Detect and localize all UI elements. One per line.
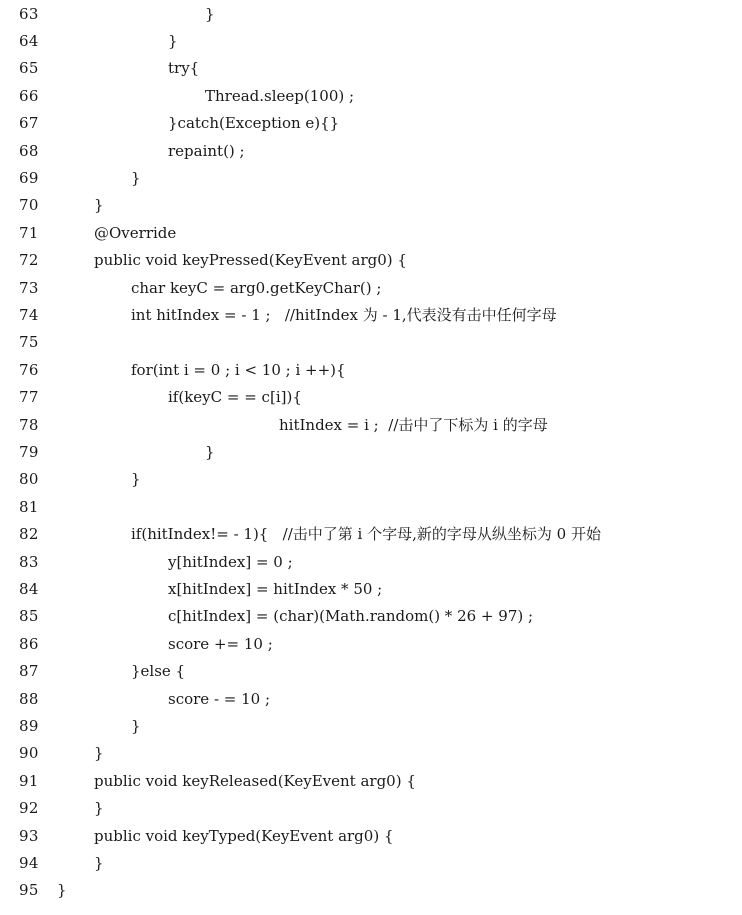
line-number: 66 xyxy=(19,86,39,105)
line-number: 74 xyxy=(19,305,39,324)
line-code: } xyxy=(131,470,141,489)
line-code: if(hitIndex!= - 1){ //击中了第 i 个字母,新的字母从纵坐标为 0 开始 xyxy=(131,525,601,544)
line-number: 95 xyxy=(19,881,39,900)
line-number: 64 xyxy=(19,31,39,50)
line-code: c[hitIndex] = (char)(Math.random() * 26 + 97) ; xyxy=(168,607,534,626)
line-number: 92 xyxy=(19,799,39,818)
line-code: char keyC = arg0.getKeyChar() ; xyxy=(131,278,382,297)
line-number: 65 xyxy=(19,59,39,78)
line-number: 67 xyxy=(19,114,39,133)
code-line xyxy=(0,439,742,466)
line-code: } xyxy=(94,744,104,763)
line-number: 71 xyxy=(19,223,39,242)
line-code: } xyxy=(131,716,141,735)
code-line xyxy=(0,686,742,713)
code-line xyxy=(0,329,742,356)
code-line xyxy=(0,28,742,55)
line-code: } xyxy=(57,881,67,900)
line-code: y[hitIndex] = 0 ; xyxy=(168,552,293,571)
code-line xyxy=(0,576,742,603)
line-number: 88 xyxy=(19,689,39,708)
line-code: hitIndex = i ; //击中了下标为 i 的字母 xyxy=(279,415,548,434)
code-line xyxy=(0,494,742,521)
line-number: 77 xyxy=(19,388,39,407)
code-line xyxy=(0,384,742,411)
line-number: 78 xyxy=(19,415,39,434)
line-number: 75 xyxy=(19,333,39,352)
line-code: x[hitIndex] = hitIndex * 50 ; xyxy=(168,579,383,598)
line-code: } xyxy=(94,799,104,818)
code-line xyxy=(0,275,742,302)
code-line xyxy=(0,466,742,493)
line-number: 91 xyxy=(19,771,39,790)
code-line xyxy=(0,658,742,685)
line-code: try{ xyxy=(168,59,200,78)
line-number: 63 xyxy=(19,4,39,23)
code-line xyxy=(0,850,742,877)
code-line xyxy=(0,247,742,274)
line-number: 87 xyxy=(19,662,39,681)
code-line xyxy=(0,110,742,137)
code-line xyxy=(0,740,742,767)
line-code: for(int i = 0 ; i < 10 ; i ++){ xyxy=(131,360,346,379)
line-number: 83 xyxy=(19,552,39,571)
line-number: 90 xyxy=(19,744,39,763)
code-line xyxy=(0,165,742,192)
line-number: 68 xyxy=(19,141,39,160)
line-code: int hitIndex = - 1 ; //hitIndex 为 - 1,代表没有击中任何字母 xyxy=(131,305,557,324)
code-line xyxy=(0,549,742,576)
line-number: 72 xyxy=(19,251,39,270)
line-code: }else { xyxy=(131,662,186,681)
code-line xyxy=(0,823,742,850)
line-code: public void keyTyped(KeyEvent arg0) { xyxy=(94,826,394,845)
line-code: Thread.sleep(100) ; xyxy=(205,86,355,105)
line-code: } xyxy=(131,168,141,187)
line-number: 79 xyxy=(19,442,39,461)
line-number: 85 xyxy=(19,607,39,626)
code-line xyxy=(0,713,742,740)
line-number: 93 xyxy=(19,826,39,845)
line-code: } xyxy=(205,4,215,23)
code-line xyxy=(0,192,742,219)
line-code: } xyxy=(94,196,104,215)
code-line xyxy=(0,412,742,439)
line-code: if(keyC = = c[i]){ xyxy=(168,388,302,407)
line-number: 69 xyxy=(19,168,39,187)
code-line xyxy=(0,55,742,82)
line-code: score - = 10 ; xyxy=(168,689,271,708)
code-line xyxy=(0,877,742,904)
code-line xyxy=(0,357,742,384)
code-line xyxy=(0,768,742,795)
line-code: repaint() ; xyxy=(168,141,245,160)
line-number: 76 xyxy=(19,360,39,379)
line-number: 81 xyxy=(19,497,39,516)
code-line xyxy=(0,302,742,329)
line-code: } xyxy=(168,31,178,50)
line-code: } xyxy=(205,442,215,461)
code-line xyxy=(0,631,742,658)
code-line xyxy=(0,521,742,548)
code-line xyxy=(0,138,742,165)
line-code: public void keyPressed(KeyEvent arg0) { xyxy=(94,251,407,270)
code-line xyxy=(0,220,742,247)
code-line xyxy=(0,603,742,630)
code-line xyxy=(0,1,742,28)
code-line xyxy=(0,795,742,822)
line-number: 86 xyxy=(19,634,39,653)
line-number: 84 xyxy=(19,579,39,598)
line-number: 70 xyxy=(19,196,39,215)
line-number: 94 xyxy=(19,853,39,872)
line-number: 73 xyxy=(19,278,39,297)
line-number: 80 xyxy=(19,470,39,489)
line-number: 89 xyxy=(19,716,39,735)
line-code: score += 10 ; xyxy=(168,634,273,653)
line-code: @Override xyxy=(94,223,177,242)
line-code: }catch(Exception e){} xyxy=(168,114,340,133)
code-line xyxy=(0,83,742,110)
line-code: } xyxy=(94,853,104,872)
line-number: 82 xyxy=(19,525,39,544)
line-code: public void keyReleased(KeyEvent arg0) { xyxy=(94,771,416,790)
